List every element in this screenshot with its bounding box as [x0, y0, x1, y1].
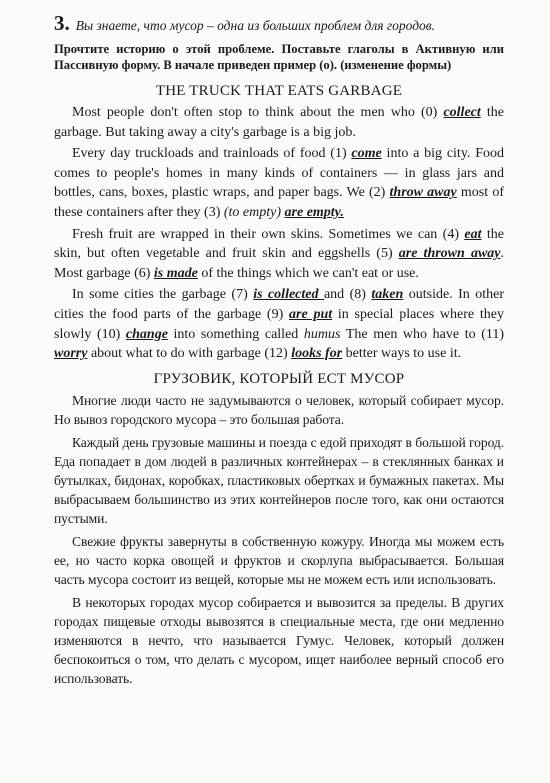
- answer-12: looks for: [291, 346, 343, 362]
- russian-translation: [54, 370, 504, 688]
- russian-paragraph-2: Каждый день грузовые машины и поезда с едой приходят в большой город. Еда попадает в дом людей в различных контейнерах – в стеклянных банках и бутылках, бидонах, коробках, пластиковых обертках и бумажных пакетах. Мы выбрасываем большинство из этих контейнеров после того, как они остаются пустыми.: [54, 434, 504, 526]
- russian-title: ГРУЗОВИК, КОТОРЫЙ ЕСТ МУСОР: [153, 370, 405, 387]
- text-run: the garbage. But taking away a city's garbage is a big job.: [54, 105, 504, 140]
- russian-paragraph-3: Свежие фрукты завернуты в собственную кожуру. Иногда мы можем есть ее, но часто корка овощей и фруктов и скорлупа выбрасывается. Большая часть мусора состоит из вещей, которые мы не можем есть или использовать.: [54, 533, 504, 587]
- text-run: into a big city. Food comes to people's homes in many kinds of containers — in glass jars and bottles, cans, boxes, plastic wraps, and paper bags. We (2): [54, 146, 504, 201]
- text-run: of the things which we can't eat or use.: [197, 265, 419, 281]
- english-paragraph-3: [54, 225, 504, 284]
- answer-0: collect: [443, 105, 481, 120]
- answer-11: worry: [54, 346, 88, 362]
- text-run: better ways to use it.: [342, 346, 462, 362]
- answer-9: are put: [289, 306, 333, 322]
- text-run: most of these containers after they (3): [54, 185, 504, 220]
- text-run: Every day truckloads and trainloads of food (1): [72, 146, 352, 162]
- text-run: outside. In other cities the food parts of the garbage (9): [54, 287, 504, 322]
- text-run: and (8): [323, 287, 372, 303]
- text-run: into something called: [167, 326, 304, 342]
- answer-5: are thrown away: [398, 246, 501, 262]
- answer-4: eat: [464, 226, 482, 242]
- english-title: THE TRUCK THAT EATS GARBAGE: [155, 83, 403, 99]
- english-paragraph-1: [54, 103, 504, 142]
- answer-8: taken: [371, 287, 404, 303]
- english-paragraph-4: [54, 285, 504, 363]
- exercise-task-text: Вы знаете, что мусор – одна из больших проблем для городов.: [75, 18, 436, 33]
- text-run: The men who have to (11): [340, 326, 505, 342]
- text-run: Fresh fruit are wrapped in their own skins. Sometimes we can (4): [72, 226, 465, 242]
- text-run: about what to do with garbage (12): [87, 346, 292, 362]
- verb-hint-3: (to empty): [223, 204, 282, 220]
- answer-1: come: [351, 146, 382, 162]
- answer-10: change: [125, 326, 168, 342]
- text-run: the skin, but often vegetable and fruit skin and eggshells (5): [54, 226, 504, 262]
- text-run: Most people don't often stop to think about the men who (0): [72, 105, 444, 120]
- answer-7: is collected: [253, 287, 324, 303]
- exercise-number: 3.: [54, 11, 70, 35]
- text-run: In some cities the garbage (7): [72, 287, 254, 303]
- answer-6: is made: [153, 265, 198, 281]
- text-run: . Most garbage (6): [54, 246, 504, 281]
- humus-term: humus: [303, 326, 341, 342]
- answer-2: throw away: [389, 185, 457, 201]
- english-paragraph-2: [54, 144, 504, 222]
- exercise-task: [54, 11, 504, 35]
- answer-3: are empty.: [284, 204, 344, 220]
- exercise-instruction: Прочтите историю о этой проблеме. Поставьте глаголы в Активную или Пассивную форму. В начале приведен пример (о). (изменение формы): [54, 42, 504, 72]
- russian-paragraph-1: Многие люди часто не задумываются о человек, который собирает мусор. Но вывоз городского мусора – это большая работа.: [54, 392, 504, 427]
- russian-paragraph-4: В некоторых городах мусор собирается и вывозится за пределы. В других городах пищевые отходы вывозятся в специальные места, где они медленно изменяются в нечто, что называется Гумус. Человек, который должен беспокоиться о том, что делать с мусором, ищет наиболее верный способ его использовать.: [54, 594, 504, 686]
- english-story: [54, 82, 504, 364]
- text-run: in special places where they slowly (10): [54, 306, 504, 342]
